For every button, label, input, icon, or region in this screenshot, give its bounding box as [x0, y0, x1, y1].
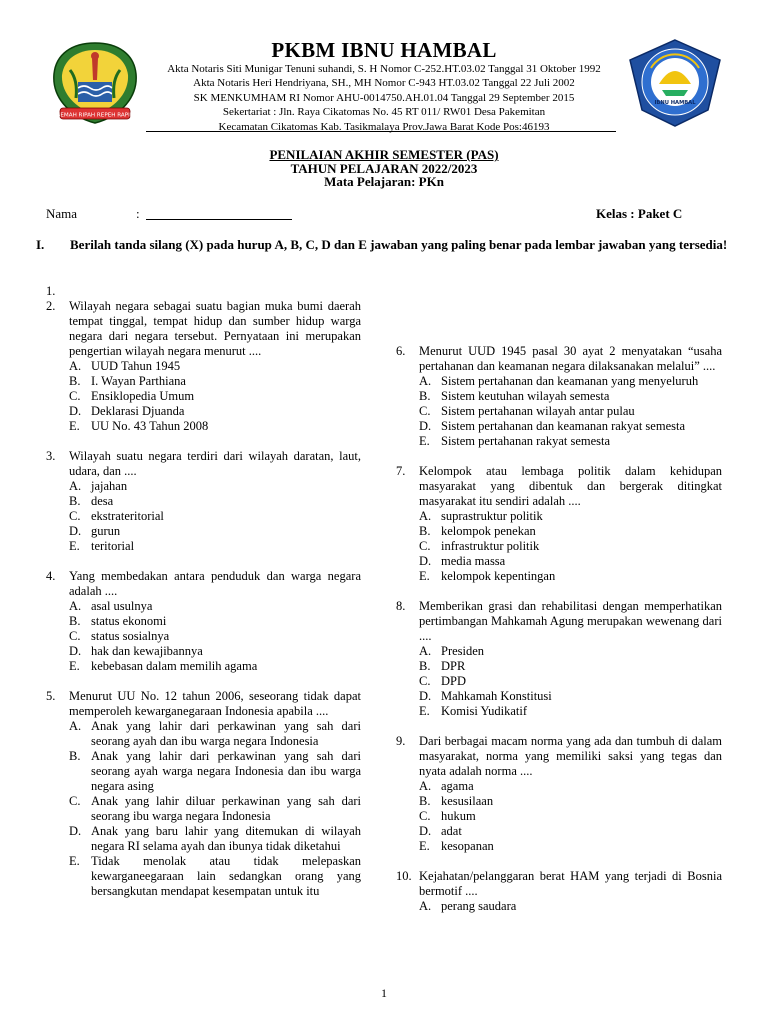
answer-option: [69, 644, 361, 659]
answer-option: [69, 719, 361, 749]
option-letter: A.: [69, 719, 82, 733]
answer-option: [419, 509, 722, 524]
question: [46, 449, 361, 554]
name-blank-line[interactable]: [146, 219, 292, 220]
question-number: 5.: [46, 689, 56, 703]
answer-option: [419, 659, 722, 674]
option-letter: E.: [69, 854, 80, 868]
name-label: Nama: [46, 206, 78, 221]
question-text: Kejahatan/pelanggaran berat HAM yang terjadi di Bosnia bermotif ....: [419, 869, 722, 898]
answer-option: [69, 794, 361, 824]
option-text: asal usulnya: [91, 599, 153, 613]
exam-subject: Mata Pelajaran: PKn: [324, 174, 444, 190]
question-number: 10.: [396, 869, 412, 883]
answer-option: [69, 599, 361, 614]
option-text: Anak yang lahir dari perkawinan yang sah dari seorang ayah warga negara Indonesia dan ibu warga negara asing: [91, 749, 361, 793]
option-text: infrastruktur politik: [441, 539, 540, 553]
west-java-emblem-logo: [48, 40, 142, 126]
answer-option: [419, 569, 722, 584]
option-letter: E.: [69, 659, 80, 673]
option-letter: D.: [419, 689, 432, 703]
answer-options: [419, 779, 722, 854]
question: [46, 284, 361, 299]
option-letter: D.: [419, 419, 432, 433]
option-text: Deklarasi Djuanda: [91, 404, 185, 418]
answer-option: [419, 389, 722, 404]
answer-option: [69, 389, 361, 404]
instruction-text: Berilah tanda silang (X) pada hurup A, B, C, D dan E jawaban yang paling benar pada lembar jawaban yang tersedia!: [70, 237, 728, 252]
option-text: Sistem pertahanan dan keamanan yang menyeluruh: [441, 374, 699, 388]
question-number: 1.: [46, 284, 56, 298]
instruction-number: I.: [36, 237, 45, 252]
option-letter: C.: [69, 794, 81, 808]
question: [46, 299, 361, 434]
answer-option: [69, 854, 361, 899]
org-title: PKBM IBNU HAMBAL: [271, 38, 497, 62]
answer-option: [69, 479, 361, 494]
answer-options: [419, 899, 722, 914]
exam-year: TAHUN PELAJARAN 2022/2023: [290, 160, 478, 176]
question-text: Menurut UU No. 12 tahun 2006, seseorang tidak dapat memperoleh kewarganegaraan Indonesia apabila ....: [69, 689, 361, 718]
option-text: Tidak menolak atau tidak melepaskan kewarganeegaraan lain sedangkan orang yang bersangkutan mendapat kesempatan untuk itu: [91, 854, 361, 898]
option-text: Anak yang lahir dari perkawinan yang sah dari seorang ayah dan ibu warga negara Indonesia: [91, 719, 361, 748]
question-number: 7.: [396, 464, 406, 478]
svg-text:IBNU HAMBAL: IBNU HAMBAL: [654, 100, 696, 106]
pkbm-seal-logo: [626, 38, 724, 128]
answer-option: [419, 539, 722, 554]
answer-option: [69, 404, 361, 419]
option-letter: A.: [419, 509, 432, 523]
answer-option: [69, 494, 361, 509]
option-text: I. Wayan Parthiana: [91, 374, 186, 388]
answer-option: [419, 689, 722, 704]
option-text: UU No. 43 Tahun 2008: [91, 419, 209, 433]
answer-option: [419, 434, 722, 449]
option-text: kesopanan: [441, 839, 494, 853]
option-text: kesusilaan: [441, 794, 494, 808]
question: [396, 734, 722, 854]
option-text: hak dan kewajibannya: [91, 644, 203, 658]
answer-option: [69, 824, 361, 854]
option-letter: B.: [419, 389, 431, 403]
question-number: 3.: [46, 449, 56, 463]
option-letter: C.: [69, 629, 81, 643]
option-letter: A.: [419, 779, 432, 793]
option-text: Presiden: [441, 644, 485, 658]
answer-option: [69, 539, 361, 554]
org-detail-line: Kecamatan Cikatomas Kab. Tasikmalaya Prov.Jawa Barat Kode Pos:46193: [218, 120, 550, 133]
option-letter: B.: [69, 749, 81, 763]
option-text: perang saudara: [441, 899, 517, 913]
option-text: hukum: [441, 809, 476, 823]
option-text: Sistem keutuhan wilayah semesta: [441, 389, 610, 403]
option-letter: D.: [69, 644, 82, 658]
questions-left-column: [46, 284, 361, 914]
question-text: Wilayah negara sebagai suatu bagian muka bumi daerah tempat tinggal, tempat hidup dan sumber hidup warga negara dari negara tersebut. Pernyataan ini merupakan pengertian wilayah negara menurut ....: [69, 299, 361, 358]
answer-option: [419, 704, 722, 719]
question: [396, 344, 722, 449]
option-text: jajahan: [91, 479, 128, 493]
student-name-row: [46, 206, 140, 222]
option-letter: C.: [419, 674, 431, 688]
answer-option: [419, 794, 722, 809]
option-letter: E.: [69, 539, 80, 553]
option-letter: C.: [69, 509, 81, 523]
option-text: Mahkamah Konstitusi: [441, 689, 552, 703]
option-letter: E.: [419, 839, 430, 853]
option-letter: A.: [419, 899, 432, 913]
answer-options: [69, 359, 361, 434]
answer-options: [69, 599, 361, 674]
answer-option: [419, 809, 722, 824]
option-text: kebebasan dalam memilih agama: [91, 659, 258, 673]
option-text: desa: [91, 494, 114, 508]
option-letter: D.: [69, 824, 82, 838]
option-letter: A.: [69, 479, 82, 493]
question-text: Menurut UUD 1945 pasal 30 ayat 2 menyatakan “usaha pertahanan dan keamanan negara dilaksanakan melalui” ....: [419, 344, 722, 373]
question: [396, 869, 722, 914]
org-detail-line: Sekertariat : Jln. Raya Cikatomas No. 45 RT 011/ RW01 Desa Pakemitan: [222, 106, 546, 119]
option-text: status sosialnya: [91, 629, 170, 643]
option-letter: A.: [69, 359, 82, 373]
question-number: 9.: [396, 734, 406, 748]
answer-option: [419, 419, 722, 434]
answer-option: [419, 404, 722, 419]
option-text: UUD Tahun 1945: [91, 359, 181, 373]
option-text: Sistem pertahanan wilayah antar pulau: [441, 404, 635, 418]
question-number: 8.: [396, 599, 406, 613]
option-letter: D.: [419, 554, 432, 568]
option-letter: D.: [69, 524, 82, 538]
option-letter: A.: [69, 599, 82, 613]
option-text: status ekonomi: [91, 614, 167, 628]
option-letter: C.: [419, 404, 431, 418]
question-text: Yang membedakan antara penduduk dan warga negara adalah ....: [69, 569, 361, 598]
option-letter: B.: [419, 659, 431, 673]
option-text: adat: [441, 824, 462, 838]
question-number: 4.: [46, 569, 56, 583]
org-detail-line: Akta Notaris Siti Munigar Tenuni suhandi, S. H Nomor C-252.HT.03.02 Tanggal 31 Oktober 1992: [167, 63, 601, 75]
option-letter: A.: [419, 374, 432, 388]
answer-option: [419, 824, 722, 839]
option-text: kelompok penekan: [441, 524, 536, 538]
option-text: kelompok kepentingan: [441, 569, 556, 583]
answer-option: [419, 524, 722, 539]
option-letter: B.: [419, 524, 431, 538]
org-detail-line: Akta Notaris Heri Hendriyana, SH., MH Nomor C-943 HT.03.02 Tanggal 22 Juli 2002: [193, 77, 575, 90]
option-text: Komisi Yudikatif: [441, 704, 527, 718]
answer-option: [419, 779, 722, 794]
option-letter: C.: [69, 389, 81, 403]
option-text: DPD: [441, 674, 467, 688]
option-text: media massa: [441, 554, 506, 568]
answer-options: [419, 374, 722, 449]
option-letter: D.: [69, 404, 82, 418]
question-text: Wilayah suatu negara terdiri dari wilayah daratan, laut, udara, dan ....: [69, 449, 361, 478]
option-text: agama: [441, 779, 474, 793]
page-number: 1: [381, 986, 387, 1000]
answer-option: [69, 509, 361, 524]
answer-options: [419, 644, 722, 719]
org-detail-line: SK MENKUMHAM RI Nomor AHU-0014750.AH.01.04 Tanggal 29 September 2015: [193, 91, 575, 104]
answer-option: [419, 674, 722, 689]
answer-option: [69, 659, 361, 674]
option-letter: B.: [69, 374, 81, 388]
option-text: Ensiklopedia Umum: [91, 389, 195, 403]
questions-right-column: [396, 344, 722, 929]
option-text: Anak yang baru lahir yang ditemukan di wilayah negara RI selama ayah dan ibunya tidak diketahui: [91, 824, 361, 853]
answer-option: [69, 419, 361, 434]
option-letter: C.: [419, 809, 431, 823]
answer-option: [419, 839, 722, 854]
option-letter: D.: [419, 824, 432, 838]
option-text: Sistem pertahanan dan keamanan rakyat semesta: [441, 419, 686, 433]
question: [396, 464, 722, 584]
question-text: Dari berbagai macam norma yang ada dan tumbuh di dalam masyarakat, norma yang memiliki saksi yang tegas dan nyata adalah norma ....: [419, 734, 722, 778]
answer-option: [419, 374, 722, 389]
option-text: DPR: [441, 659, 466, 673]
answer-option: [69, 629, 361, 644]
answer-options: [69, 719, 361, 899]
answer-option: [69, 524, 361, 539]
answer-options: [69, 479, 361, 554]
option-letter: B.: [69, 614, 81, 628]
option-letter: B.: [419, 794, 431, 808]
question: [46, 689, 361, 899]
question-text: Memberikan grasi dan rehabilitasi dengan memperhatikan pertimbangan Mahkamah Agung merupakan wewenang dari ....: [419, 599, 722, 643]
org-details: [150, 62, 618, 134]
question: [396, 599, 722, 719]
option-text: gurun: [91, 524, 121, 538]
option-text: Sistem pertahanan rakyat semesta: [441, 434, 611, 448]
option-text: ekstrateritorial: [91, 509, 164, 523]
class-label: Kelas : Paket C: [596, 206, 683, 221]
option-text: suprastruktur politik: [441, 509, 543, 523]
question: [46, 569, 361, 674]
option-letter: B.: [69, 494, 81, 508]
option-letter: C.: [419, 539, 431, 553]
answer-option: [419, 899, 722, 914]
option-letter: A.: [419, 644, 432, 658]
option-text: teritorial: [91, 539, 135, 553]
option-letter: E.: [419, 434, 430, 448]
answer-option: [69, 359, 361, 374]
answer-option: [419, 644, 722, 659]
answer-option: [419, 554, 722, 569]
exam-title: PENILAIAN AKHIR SEMESTER (PAS): [269, 147, 499, 162]
answer-option: [69, 614, 361, 629]
option-text: Anak yang lahir diluar perkawinan yang sah dari seorang ibu warga negara Indonesia: [91, 794, 361, 823]
exam-heading: [150, 148, 618, 189]
question-text: Kelompok atau lembaga politik dalam kehidupan masyarakat yang dibentuk dan bergerak ditingkat masyarakat itu sendiri adalah ....: [419, 464, 722, 508]
svg-text:GEMAH RIPAH REPEH RAPIH: GEMAH RIPAH REPEH RAPIH: [56, 112, 134, 119]
question-number: 2.: [46, 299, 56, 313]
name-colon: :: [136, 206, 140, 221]
option-letter: E.: [69, 419, 80, 433]
option-letter: E.: [419, 569, 430, 583]
question-number: 6.: [396, 344, 406, 358]
answer-option: [69, 749, 361, 794]
option-letter: E.: [419, 704, 430, 718]
header-divider: [146, 131, 616, 132]
answer-options: [419, 509, 722, 584]
answer-option: [69, 374, 361, 389]
